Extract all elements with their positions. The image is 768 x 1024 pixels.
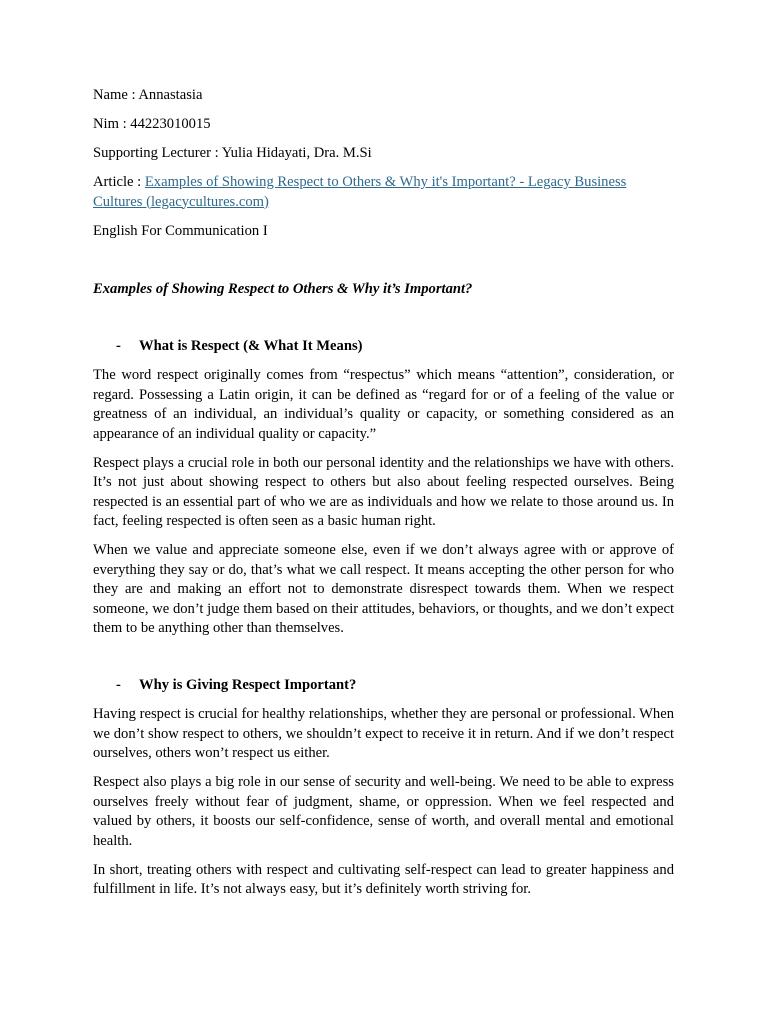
section-heading	[93, 337, 674, 357]
student-nim: Nim : 44223010015	[93, 116, 211, 132]
paragraph: The word respect originally comes from “respectus” which means “attention”, consideration, or regard. Possessing a Latin origin, it can be defined as “regard for or of a feeling of the value or greatness of an individual, an individual’s quality or capacity, or something considered as an appearance of an individual quality or capacity.”	[93, 367, 674, 442]
bullet-dash: -	[116, 677, 121, 693]
section-heading-text: Why is Giving Respect Important?	[139, 677, 357, 693]
article-reference	[93, 173, 674, 212]
article-link[interactable]: Examples of Showing Respect to Others & Why it's Important? - Legacy Business Cultures (legacycultures.com)	[93, 174, 627, 210]
section-heading-text: What is Respect (& What It Means)	[139, 338, 363, 354]
paragraph: Respect also plays a big role in our sense of security and well-being. We need to be able to express ourselves freely without fear of judgment, shame, or oppression. When we feel respected and valued by others, it boosts our self-confidence, sense of worth, and overall mental and emotional health.	[93, 774, 674, 849]
course-name: English For Communication I	[93, 223, 268, 239]
document-title: Examples of Showing Respect to Others & Why it’s Important?	[93, 280, 473, 297]
bullet-dash: -	[116, 338, 121, 354]
paragraph: Respect plays a crucial role in both our personal identity and the relationships we have with others. It’s not just about showing respect to others but also about feeling respected ourselves. Being respected is an essential part of who we are as individuals and how we relate to those around us. In fact, feeling respected is often seen as a basic human right.	[93, 454, 674, 529]
article-prefix: Article :	[93, 174, 145, 190]
student-name: Name : Annastasia	[93, 87, 203, 103]
spacer	[93, 648, 674, 676]
document-page	[93, 86, 674, 909]
supporting-lecturer: Supporting Lecturer : Yulia Hidayati, Dra. M.Si	[93, 145, 372, 161]
section-what-is-respect	[93, 337, 674, 639]
section-why-respect-important	[93, 676, 674, 900]
paragraph: When we value and appreciate someone else, even if we don’t always agree with or approve of everything they say or do, that’s what we call respect. It means accepting the other person for who they are and making an effort not to demonstrate disrespect towards them. When we respect someone, we don’t judge them based on their attitudes, behaviors, or thoughts, and we don’t expect them to be anything other than themselves.	[93, 542, 674, 636]
section-heading	[93, 676, 674, 696]
paragraph: In short, treating others with respect and cultivating self-respect can lead to greater happiness and fulfillment in life. It’s not always easy, but it’s definitely worth striving for.	[93, 861, 674, 897]
paragraph: Having respect is crucial for healthy relationships, whether they are personal or professional. When we don’t show respect to others, we shouldn’t expect to receive it in return. And if we don’t respect ourselves, others won’t respect us either.	[93, 706, 674, 761]
